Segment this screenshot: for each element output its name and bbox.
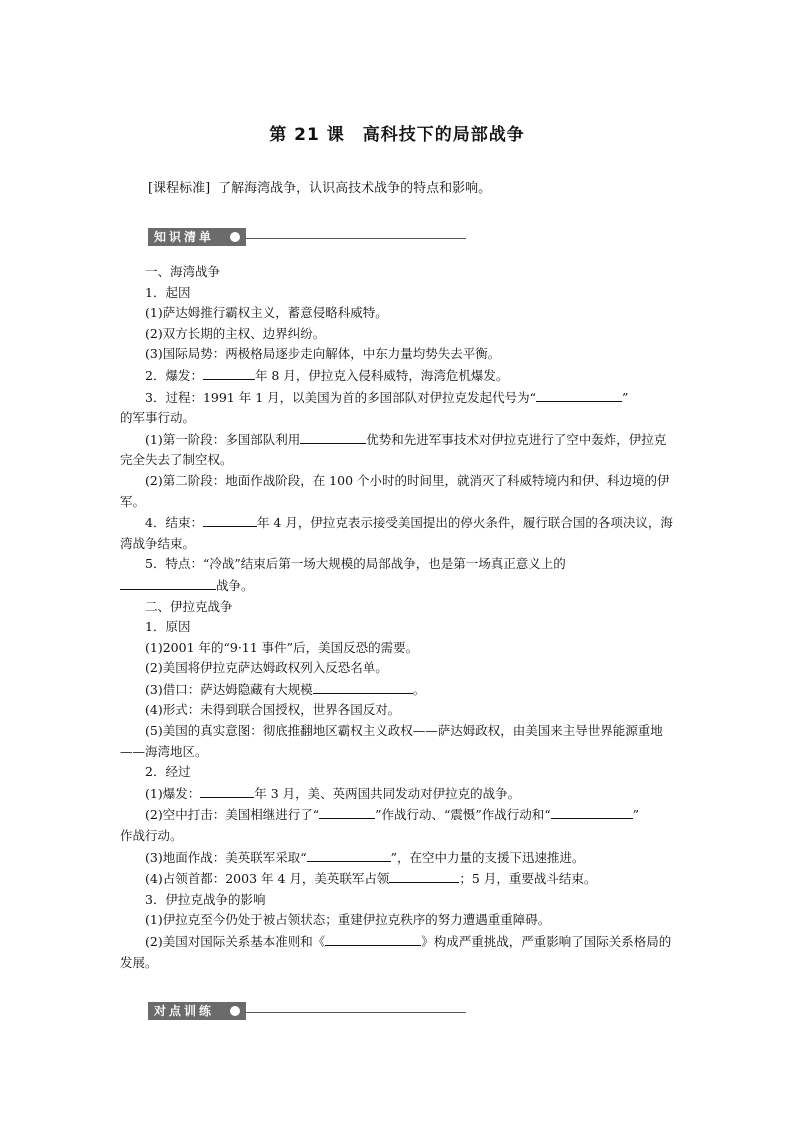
section-badge: 对点训练 — [148, 1002, 246, 1020]
item-cause: 1．起因 — [145, 284, 191, 300]
section-header-knowledge — [148, 228, 468, 246]
item-outbreak-2: (1)爆发： 年 3 月，美、英两国共同发动对伊拉克的战争。 — [120, 783, 676, 805]
course-standard-tag: [课程标准] — [148, 181, 211, 196]
section-rule — [246, 1012, 466, 1013]
fill-blank[interactable] — [551, 804, 633, 819]
item-process: 3．过程：1991 年 1 月，以美国为首的多国部队对伊拉克发起代号为“ ” 的军事行动。 — [120, 387, 676, 429]
fill-blank[interactable] — [203, 512, 257, 527]
item-stage-two: (2)第二阶段：地面作战阶段，在 100 个小时的时间里，就消灭了科威特境内和伊、科边境的伊军。 — [120, 472, 670, 509]
knowledge-list — [120, 262, 676, 973]
item-text: (3)国际局势：两极格局逐步走向解体，中东力量均势失去平衡。 — [145, 346, 501, 362]
section-badge: 知识清单 — [148, 228, 246, 246]
fill-blank[interactable] — [313, 679, 413, 694]
heading-gulf-war: 一、海湾战争 — [145, 264, 221, 279]
item-text: (1)萨达姆推行霸权主义，蓄意侵略科威特。 — [145, 305, 388, 321]
item-air-strike: (2)空中打击：美国相继进行了“ ”作战行动、“震慑”作战行动和“ ” 作战行动。 — [120, 804, 676, 846]
item-course: 2．经过 — [145, 764, 191, 780]
course-standard — [148, 177, 491, 196]
item-impact: 3．伊拉克战争的影响 — [145, 891, 266, 907]
item-features: 5．特点：“冷战”结束后第一场大规模的局部战争，也是第一场真正意义上的 战争。 — [120, 554, 676, 596]
heading-iraq-war: 二、伊拉克战争 — [145, 598, 233, 614]
fill-blank[interactable] — [319, 804, 375, 819]
bullet-dot-icon — [230, 232, 240, 242]
fill-blank[interactable] — [300, 429, 366, 444]
item-pretext: (3)借口：萨达姆隐藏有大规模 。 — [120, 679, 676, 701]
bullet-dot-icon — [230, 1006, 240, 1016]
item-end: 4．结束： 年 4 月，伊拉克表示接受美国提出的停火条件，履行联合国的各项决议，海湾战争结束。 — [120, 512, 676, 554]
lesson-title: 第 21 课 高科技下的局部战争 — [269, 125, 525, 145]
fill-blank[interactable] — [200, 783, 254, 798]
item-stage-one: (1)第一阶段：多国部队利用 优势和先进军事技术对伊拉克进行了空中轰炸，伊拉克完全失去了制空权。 — [120, 429, 676, 471]
item-text: (1)2001 年的“9·11 事件”后，美国反恐的需要。 — [145, 639, 419, 655]
fill-blank[interactable] — [325, 931, 421, 946]
item-ground-war: (3)地面作战：美英联军采取“ ”，在空中力量的支援下迅速推进。 — [120, 847, 676, 869]
item-text: (2)美国将伊拉克萨达姆政权列入反恐名单。 — [145, 660, 388, 676]
item-reason: 1．原因 — [145, 619, 191, 635]
item-text: (4)形式：未得到联合国授权，世界各国反对。 — [145, 702, 401, 718]
item-impact-2: (2)美国对国际关系基本准则和《 》构成严重挑战，严重影响了国际关系格局的发展。 — [120, 931, 676, 973]
section-header-practice — [148, 1002, 468, 1020]
item-capital: (4)占领首都：2003 年 4 月，美英联军占领 ；5 月，重要战斗结束。 — [120, 868, 676, 890]
item-text: (2)双方长期的主权、边界纠纷。 — [145, 325, 326, 341]
course-standard-text: 了解海湾战争，认识高技术战争的特点和影响。 — [218, 181, 492, 196]
item-text: (5)美国的真实意图：彻底推翻地区霸权主义政权——萨达姆政权，由美国来主导世界能源重地——海湾地区。 — [120, 723, 663, 759]
fill-blank[interactable] — [307, 847, 391, 862]
section-rule — [246, 238, 466, 239]
fill-blank[interactable] — [203, 365, 255, 380]
item-outbreak: 2．爆发： 年 8 月，伊拉克入侵科威特，海湾危机爆发。 — [120, 365, 676, 387]
item-text: (1)伊拉克至今仍处于被占领状态；重建伊拉克秩序的努力遭遇重重障碍。 — [145, 912, 551, 928]
fill-blank[interactable] — [120, 575, 216, 590]
fill-blank[interactable] — [389, 868, 459, 883]
fill-blank[interactable] — [536, 387, 622, 402]
